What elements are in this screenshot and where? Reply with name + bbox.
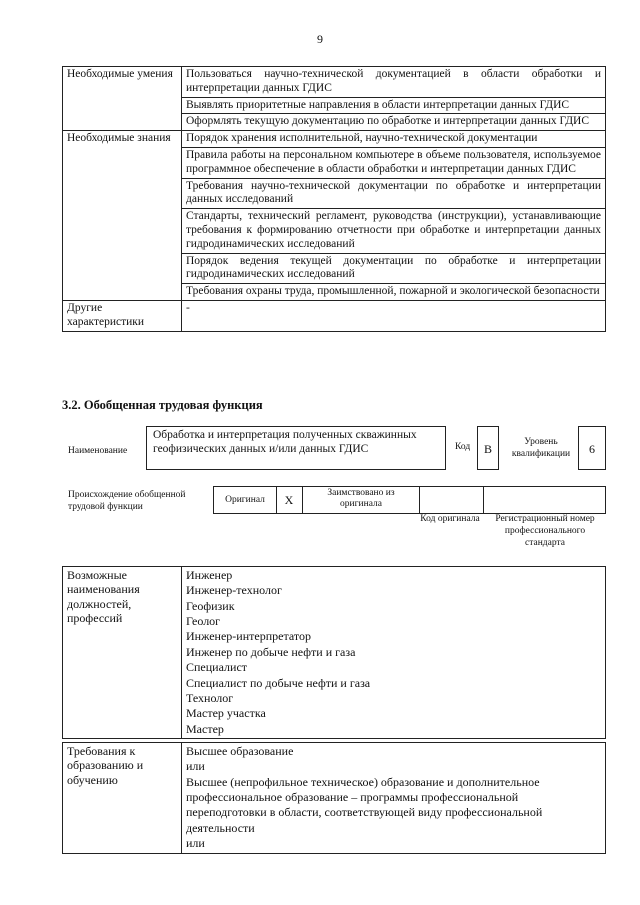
name-label: Наименование xyxy=(68,446,128,456)
skills-knowledge-table xyxy=(62,66,606,332)
positions-table xyxy=(62,566,606,739)
list-item: Мастер xyxy=(186,721,224,736)
level-value-box xyxy=(578,426,606,470)
education-label: Требования к образованию и обучению xyxy=(63,743,182,854)
list-item: Специалист xyxy=(186,660,248,675)
knowledge-item: Порядок ведения текущей документации по обработке и интерпретации гидродинамических исследований xyxy=(182,253,606,284)
table-row xyxy=(63,131,606,148)
positions-label: Возможные наименования должностей, профессий xyxy=(63,567,182,739)
skill-item: Пользоваться научно-технической документацией в области обработки и интерпретации данных ГДИС xyxy=(182,67,606,98)
skill-item: Выявлять приоритетные направления в области интерпретации данных ГДИС xyxy=(182,97,606,114)
education-list xyxy=(182,743,606,854)
original-label: Оригинал xyxy=(225,495,265,505)
borrowed-label: Заимствовано из оригинала xyxy=(327,488,395,510)
reg-number-caption: Регистрационный номер профессионального стандарта xyxy=(495,514,595,548)
section-title: 3.2. Обобщенная трудовая функция xyxy=(62,398,263,412)
row-label-knowledge: Необходимые знания xyxy=(63,131,182,301)
list-item: Специалист по добыче нефти и газа xyxy=(186,675,371,690)
knowledge-item: Стандарты, технический регламент, руководства (инструкции), устанавливающие требования к формированию отчетности при обработке и интерпретации данных гидродинамических исследований xyxy=(182,209,606,253)
table-row xyxy=(63,67,606,98)
list-item: Высшее (непрофильное техническое) образование и дополнительное профессиональное образование – программы профессиональной переподготовки в области, соответствующей виду профессиональной деятельности xyxy=(186,774,543,835)
skill-item: Оформлять текущую документацию по обработке и интерпретации данных ГДИС xyxy=(182,114,606,131)
list-item: Инженер-интерпретатор xyxy=(186,629,311,644)
code-value: В xyxy=(483,442,492,456)
list-item: Мастер участка xyxy=(186,706,266,721)
list-item: Инженер по добыче нефти и газа xyxy=(186,644,356,659)
list-item: или xyxy=(186,759,205,774)
level-value: 6 xyxy=(589,442,595,456)
positions-list xyxy=(182,567,606,739)
code-label: Код xyxy=(455,442,471,452)
page-number: 9 xyxy=(317,32,323,46)
list-item: Геолог xyxy=(186,614,221,629)
code-original-caption: Код оригинала xyxy=(420,514,480,524)
list-item: Геофизик xyxy=(186,598,235,613)
knowledge-item: Порядок хранения исполнительной, научно-технической документации xyxy=(182,131,606,148)
table-row xyxy=(63,567,606,739)
list-item: Инженер xyxy=(186,568,233,582)
knowledge-item: Правила работы на персональном компьютере в объеме пользователя, используемое программное обеспечение в области обработки и интерпретации данных ГДИС xyxy=(182,147,606,178)
level-label: Уровень квалификации xyxy=(511,437,571,460)
list-item: Инженер-технолог xyxy=(186,583,282,598)
code-value-box xyxy=(477,426,499,470)
knowledge-item: Требования охраны труда, промышленной, пожарной и экологической безопасности xyxy=(182,284,606,301)
other-item: - xyxy=(182,300,606,331)
function-name-box xyxy=(146,426,446,470)
original-mark: X xyxy=(284,493,294,507)
origin-box xyxy=(213,486,606,514)
table-row xyxy=(63,743,606,854)
list-item: Технолог xyxy=(186,690,234,705)
knowledge-item: Требования научно-технической документации по обработке и интерпретации данных исследований xyxy=(182,178,606,209)
list-item: Высшее образование xyxy=(186,744,294,758)
table-row xyxy=(63,300,606,331)
row-label-other: Другие характеристики xyxy=(63,300,182,331)
function-name: Обработка и интерпретация полученных скважинных геофизических данных и/или данных ГДИС xyxy=(153,429,417,455)
list-item: или xyxy=(186,836,205,851)
origin-label: Происхождение обобщенной трудовой функции xyxy=(68,490,186,512)
education-table xyxy=(62,742,606,854)
row-label-skills: Необходимые умения xyxy=(63,67,182,131)
